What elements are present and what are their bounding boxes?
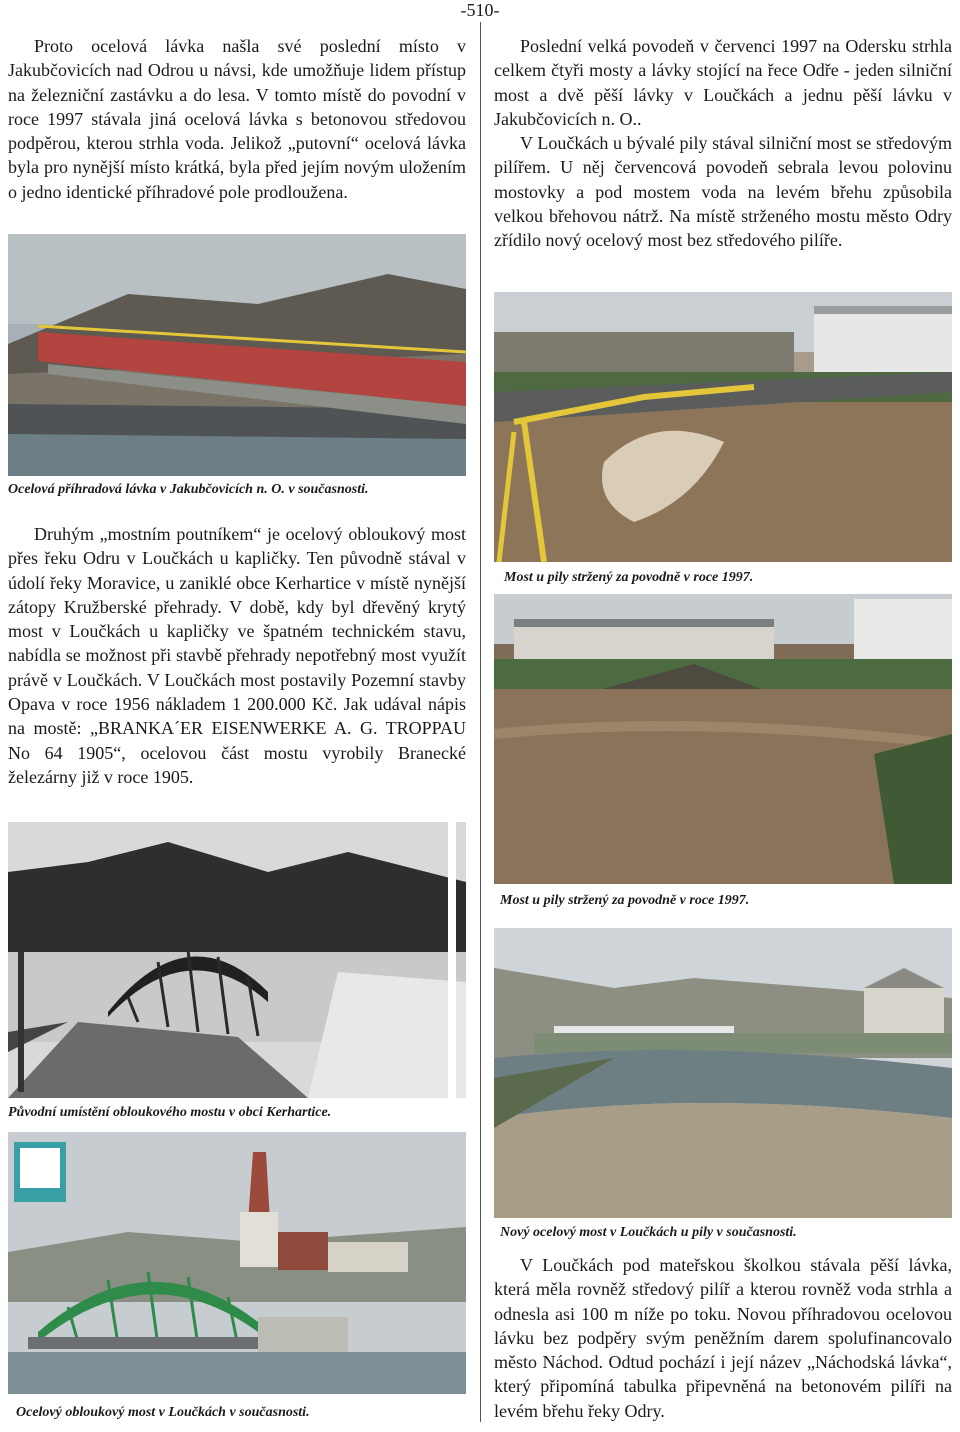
left-paragraph-1: Proto ocelová lávka našla své poslední místo v Jakubčovicích nad Odrou u návsi, kde umožňuje lidem přístup na železniční zastávku a do lesa. V tomto místě do povodní v roce 1997 stávala jiná ocelová lávka s betonovou středovou podpěrou, kterou strhla voda. Jelikož „putovní“ ocelová lávka byla pro nynější místo krátká, byla před jejím novým uložením o jedno identické příhradové pole prodloužena. <box>8 36 466 202</box>
right-paragraph-1: Poslední velká povodeň v červenci 1997 na Odersku strhla celkem čtyři mosty a lávky stojící na řece Odře - jeden silniční most a dvě pěší lávky v Loučkách a jednu pěší lávku v Jakubčovicích n. O.. <box>494 36 952 129</box>
right-paragraph-2: V Loučkách u bývalé pily stával silniční most se středovým pilířem. U něj červencová povodeň sebrala levou polovinu mostovky a pod mostem voda na levém břehu způsobila velkou břehovou nátrž. Na místě strženého mostu město Odry zřídilo nový ocelový most bez středového pilíře. <box>494 133 952 251</box>
photo-kerhartice-arch-bridge <box>8 822 466 1098</box>
photo-flood-bridge-2 <box>494 594 952 884</box>
page-number: -510- <box>460 0 500 20</box>
photo-new-bridge-louckach <box>494 928 952 1218</box>
photo-green-arch-bridge-louckach <box>8 1132 466 1394</box>
column-divider <box>480 22 481 1422</box>
right-caption-2: Most u pily stržený za povodně v roce 1997. <box>500 893 750 908</box>
left-caption-3: Ocelový obloukový most v Loučkách v současnosti. <box>16 1405 310 1420</box>
photo-flood-bridge-1 <box>494 292 952 562</box>
right-paragraph-3: V Loučkách pod mateřskou školkou stávala pěší lávka, která měla rovněž středový pilíř a kterou rovněž voda strhla a odnesla asi 100 m níže po toku. Novou příhradovou ocelovou lávku bez podpěry svým peněžním darem spolufinancovalo město Náchod. Odtud pochází i její název „Náchodská lávka“, který připomíná tabulka připevněná na betonovém pilíři na levém břehu řeky Odry. <box>494 1255 952 1421</box>
left-caption-1: Ocelová příhradová lávka v Jakubčovicích n. O. v současnosti. <box>8 482 369 497</box>
photo-red-truss-footbridge <box>8 234 466 476</box>
right-caption-1: Most u pily stržený za povodně v roce 1997. <box>504 570 754 585</box>
left-caption-2: Původní umístění obloukového mostu v obci Kerhartice. <box>8 1105 332 1120</box>
left-paragraph-2: Druhým „mostním poutníkem“ je ocelový obloukový most přes řeku Odru v Loučkách u kapličky. Ten původně stával v údolí řeky Moravice, u zaniklé obce Kerhartice v místě nynější zátopy Kružberské přehrady. V době, kdy byl dřevěný krytý most v Loučkách u kapličky ve špatném technickém stavu, nabídla se možnost při stavbě přehrady nepotřebný most využít právě v Loučkách. V Loučkách most postavily Pozemní stavby Opava v roce 1956 nákladem 1 200.000 Kč. Jak udával nápis na mostě: „BRANKA´ER EISENWERKE A. G. TROPPAU No 64 1905“, ocelovou část mostu vyrobily Branecké železárny již v roce 1905. <box>8 524 466 787</box>
right-caption-3: Nový ocelový most v Loučkách u pily v současnosti. <box>500 1225 797 1240</box>
